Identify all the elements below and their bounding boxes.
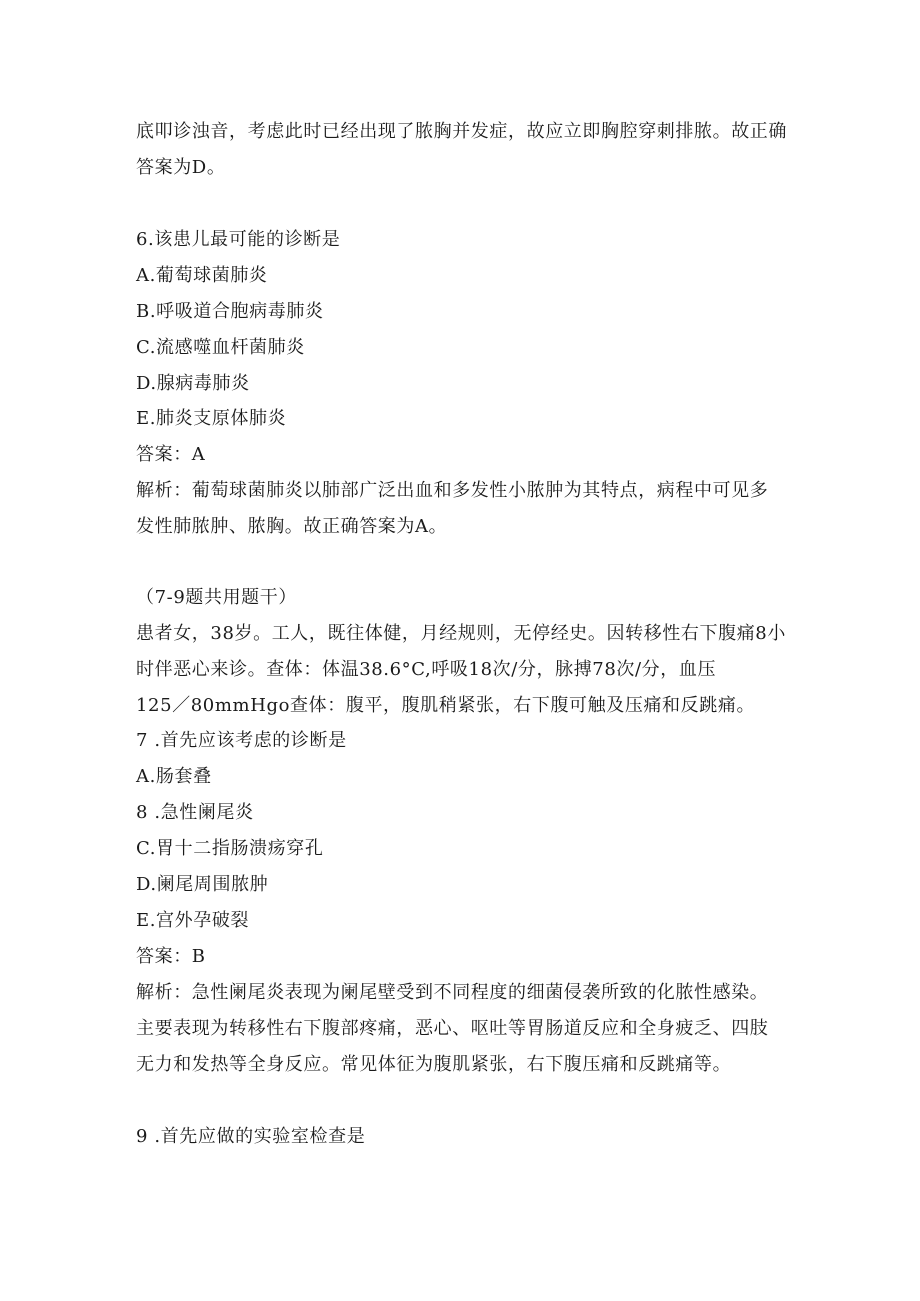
option-c: C.胃十二指肠溃疡穿孔	[136, 838, 324, 859]
option-d: D.阑尾周围脓肿	[136, 874, 269, 895]
option-e: E.宫外孕破裂	[136, 910, 250, 931]
text-line: 答案为D。	[136, 157, 226, 178]
question-9-stem: 9 .首先应做的实验室检查是	[136, 1126, 366, 1147]
explanation-cont: 无力和发热等全身反应。常见体征为腹肌紧张，右下腹压痛和反跳痛等。	[136, 1054, 732, 1075]
option-b: B.呼吸道合胞病毒肺炎	[136, 301, 324, 322]
option-d: D.腺病毒肺炎	[136, 373, 250, 394]
option-c: C.流感噬血杆菌肺炎	[136, 337, 305, 358]
explanation-cont: 主要表现为转移性右下腹部疼痛，恶心、呕吐等胃肠道反应和全身疲乏、四肢	[136, 1018, 769, 1039]
option-b: 8 .急性阑尾炎	[136, 802, 254, 823]
answer: 答案：B	[136, 946, 206, 967]
text-line: 底叩诊浊音，考虑此时已经出现了脓胸并发症，故应立即胸腔穿刺排脓。故正确	[136, 121, 787, 142]
question-6-stem: 6.该患儿最可能的诊断是	[136, 229, 341, 250]
question-7-stem: 7 .首先应该考虑的诊断是	[136, 730, 347, 751]
case-text: 125／80mmHgo查体：腹平，腹肌稍紧张，右下腹可触及压痛和反跳痛。	[136, 695, 756, 716]
option-a: A.肠套叠	[136, 766, 212, 787]
explanation: 解析：急性阑尾炎表现为阑尾壁受到不同程度的细菌侵袭所致的化脓性感染。	[136, 982, 769, 1003]
answer: 答案：A	[136, 444, 206, 465]
case-text: 患者女，38岁。工人，既往体健，月经规则，无停经史。因转移性右下腹痛8小	[136, 623, 786, 644]
shared-stem-heading: （7-9题共用题干）	[136, 587, 297, 608]
option-e: E.肺炎支原体肺炎	[136, 408, 287, 429]
case-text: 时伴恶心来诊。查体：体温38.6°C,呼吸18次/分，脉搏78次/分，血压	[136, 659, 717, 680]
option-a: A.葡萄球菌肺炎	[136, 265, 268, 286]
explanation: 解析：葡萄球菌肺炎以肺部广泛出血和多发性小脓肿为其特点，病程中可见多	[136, 480, 769, 501]
explanation-cont: 发性肺脓肿、脓胸。故正确答案为A。	[136, 516, 448, 537]
